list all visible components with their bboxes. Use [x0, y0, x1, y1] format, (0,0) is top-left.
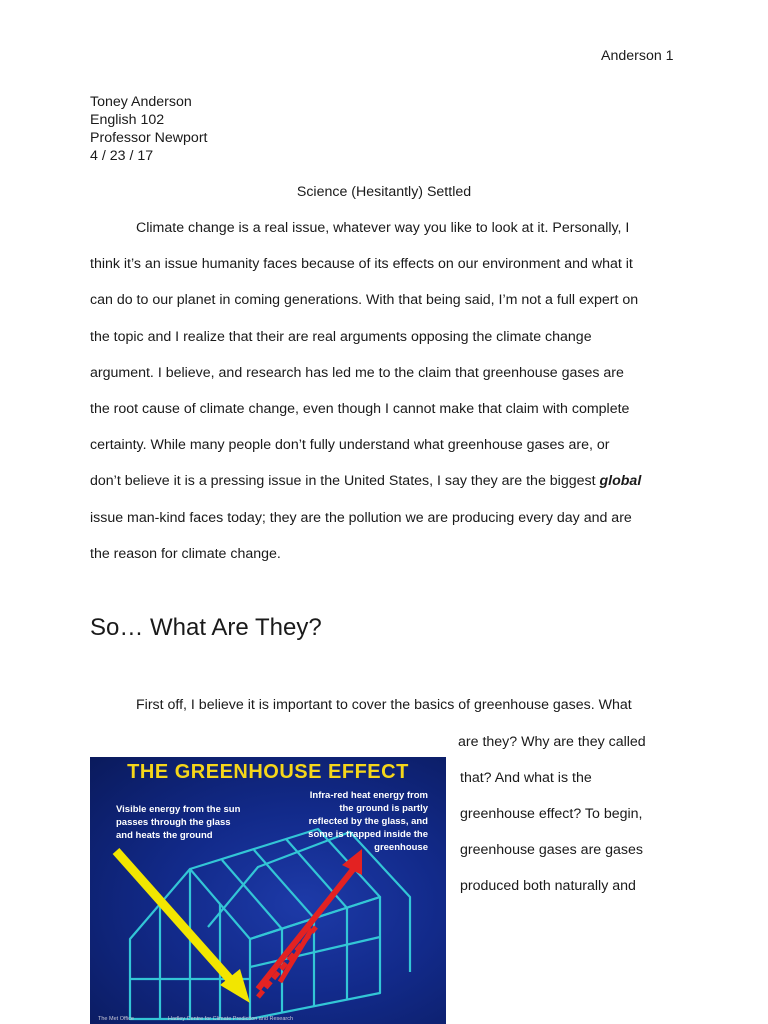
- paragraph-line-with-emphasis: [90, 473, 641, 489]
- wrapped-line: that? And what is the: [460, 770, 592, 786]
- paragraph-line: certainty. While many people don’t fully understand what greenhouse gases are, or: [90, 437, 610, 453]
- section-heading: So… What Are They?: [90, 614, 322, 641]
- wrapped-line: greenhouse effect? To begin,: [460, 806, 643, 822]
- paper-date: 4 / 23 / 17: [90, 148, 154, 164]
- paragraph-line: issue man-kind faces today; they are the pollution we are producing every day and are: [90, 510, 632, 526]
- emphasized-word: global: [599, 473, 642, 489]
- paragraph-2-first-line: First off, I believe it is important to cover the basics of greenhouse gases. What: [136, 697, 632, 713]
- professor-name: Professor Newport: [90, 130, 208, 146]
- paragraph-line: can do to our planet in coming generations. With that being said, I’m not a full expert on: [90, 292, 639, 308]
- paragraph-line: the root cause of climate change, even though I cannot make that claim with complete: [90, 401, 630, 417]
- sun-energy-arrow: [116, 851, 250, 1003]
- figure-footer-left: The Met Office: [98, 1016, 134, 1022]
- author-name: Toney Anderson: [90, 94, 192, 110]
- paragraph-line: Climate change is a real issue, whatever way you like to look at it. Personally, I: [136, 220, 630, 236]
- greenhouse-effect-figure: [90, 757, 446, 1024]
- wrapped-line: produced both naturally and: [460, 878, 636, 894]
- paragraph-line-text: don’t believe it is a pressing issue in the United States, I say they are the biggest: [90, 473, 596, 489]
- paper-title: Science (Hesitantly) Settled: [296, 184, 472, 200]
- paragraph-line: the reason for climate change.: [90, 546, 281, 562]
- figure-footer-center: Hadley Centre for Climate Prediction and Research: [168, 1016, 294, 1022]
- figure-title: THE GREENHOUSE EFFECT: [127, 761, 409, 783]
- paragraph-line: think it’s an issue humanity faces because of its effects on our environment and what it: [90, 256, 633, 272]
- paragraph-line: the topic and I realize that their are real arguments opposing the climate change: [90, 329, 592, 345]
- wrapped-line: are they? Why are they called: [458, 734, 646, 750]
- paragraph-line: argument. I believe, and research has led me to the claim that greenhouse gases are: [90, 365, 624, 381]
- figure-caption-right: Infra-red heat energy from the ground is partly reflected by the glass, and some is trapped inside the greenhouse: [308, 790, 428, 853]
- course-name: English 102: [90, 112, 165, 128]
- wrapped-line: greenhouse gases are gases: [460, 842, 643, 858]
- running-head: Anderson 1: [601, 48, 674, 64]
- figure-caption-left: Visible energy from the sun passes through the glass and heats the ground: [116, 804, 241, 841]
